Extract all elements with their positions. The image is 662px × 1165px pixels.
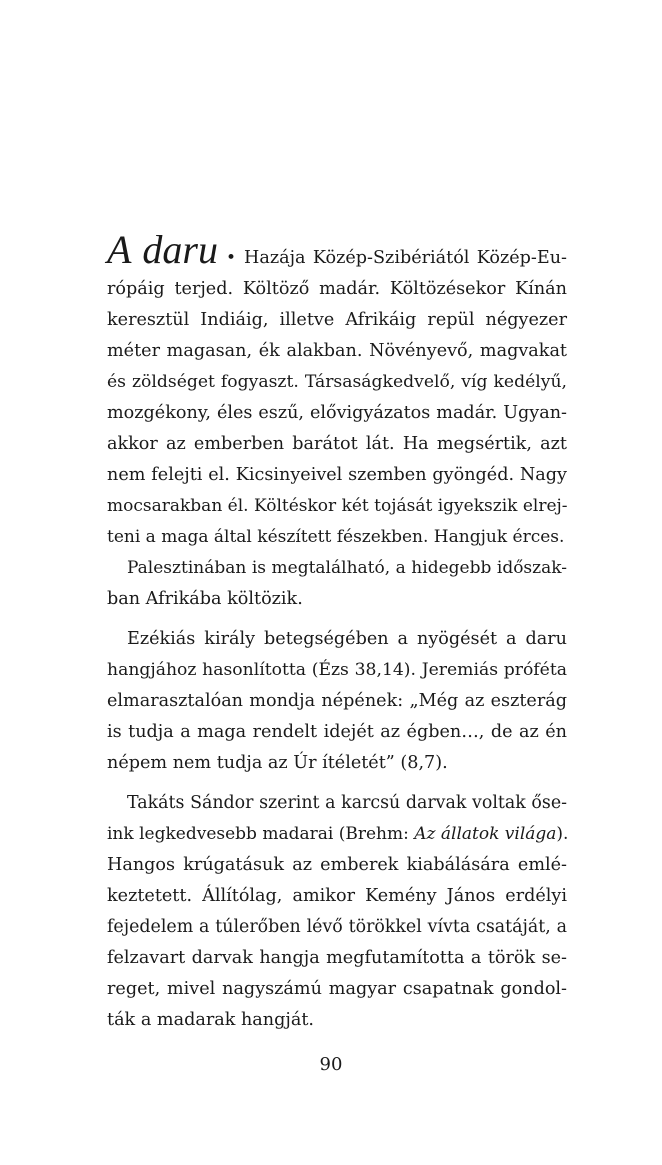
paragraph-4 bbox=[107, 788, 567, 1036]
text-line: és zöldséget fogyaszt. Társaságkedvelő, víg kedélyű, bbox=[107, 372, 567, 392]
text-line: felzavart darvak hangja megfutamította a török se- bbox=[107, 948, 567, 968]
paragraph-1 bbox=[107, 274, 567, 553]
page-body bbox=[107, 226, 567, 1036]
text-line: Ezékiás király betegségében a nyögését a daru bbox=[127, 629, 567, 649]
text-line: reget, mivel nagyszámú magyar csapatnak gondol- bbox=[107, 979, 567, 999]
text-segment: ink legkedvesebb madarai (Brehm: bbox=[107, 824, 415, 844]
text-line: méter magasan, ék alakban. Növényevő, magvakat bbox=[107, 341, 567, 361]
text-line: ban Afrikába költözik. bbox=[107, 589, 303, 609]
text-line: rópáig terjed. Költöző madár. Költözésekor Kínán bbox=[107, 279, 567, 299]
text-line: mocsarakban él. Költéskor két tojását igyekszik elrej- bbox=[107, 496, 568, 516]
text-line: keresztül Indiáig, illetve Afrikáig repül négyezer bbox=[107, 310, 567, 330]
text-line: Hangos krúgatásuk az emberek kiabálására emlé- bbox=[107, 855, 567, 875]
paragraph-3 bbox=[107, 624, 567, 779]
entry-first-line bbox=[107, 226, 567, 274]
text-line: ták a madarak hangját. bbox=[107, 1010, 314, 1030]
text-line: teni a maga által készített fészekben. Hangjuk érces. bbox=[107, 527, 565, 547]
page-number: 90 bbox=[319, 1054, 343, 1075]
text-line: fejedelem a túlerőben lévő törökkel vívta csatáját, a bbox=[107, 917, 567, 937]
text-line: hangjához hasonlította (Ézs 38,14). Jeremiás próféta bbox=[107, 660, 567, 680]
text-line: nem felejti el. Kicsinyeivel szemben gyöngéd. Nagy bbox=[107, 465, 567, 485]
text-line: mozgékony, éles eszű, elővigyázatos madár. Ugyan- bbox=[107, 403, 567, 423]
text-line-with-book-title bbox=[107, 819, 567, 850]
text-segment: ). bbox=[556, 824, 569, 844]
text-line: is tudja a maga rendelt idejét az égben…, de az én bbox=[107, 722, 567, 742]
text-line: Palesztinában is megtalálható, a hidegebb időszak- bbox=[127, 558, 567, 578]
entry-first-text: Hazája Közép-Szibériától Közép-Eu- bbox=[244, 248, 567, 268]
paragraph-2 bbox=[107, 553, 567, 615]
entry-title: A daru bbox=[107, 227, 218, 272]
text-line: elmarasztalóan mondja népének: „Még az eszterág bbox=[107, 691, 567, 711]
bullet-separator: • bbox=[225, 248, 237, 268]
text-line: Takáts Sándor szerint a karcsú darvak voltak őse- bbox=[127, 793, 567, 813]
book-title: Az állatok világa bbox=[414, 824, 557, 844]
text-line: akkor az emberben barátot lát. Ha megsértik, azt bbox=[107, 434, 567, 454]
text-line: népem nem tudja az Úr ítéletét” (8,7). bbox=[107, 753, 448, 773]
text-line: keztetett. Állítólag, amikor Kemény János erdélyi bbox=[107, 886, 567, 906]
